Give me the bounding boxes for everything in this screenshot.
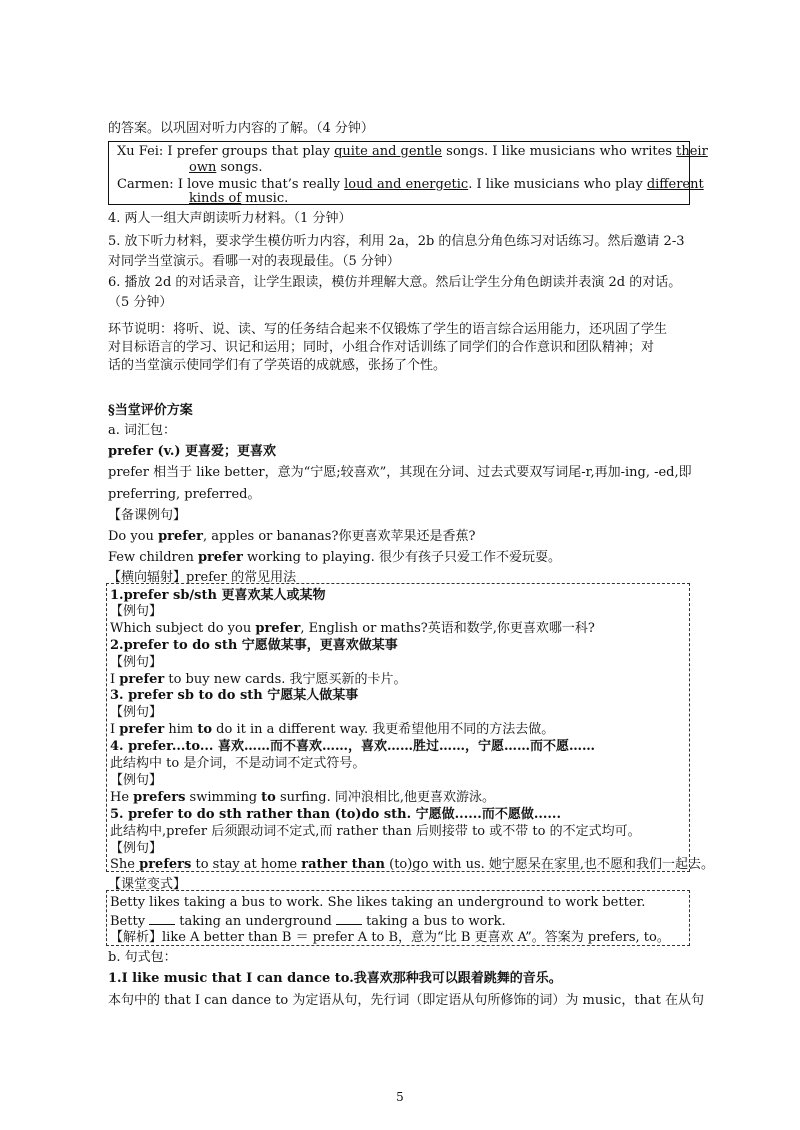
usage-2-label: 【例句】: [110, 655, 163, 670]
example-1: Do you prefer, apples or bananas?你更喜欢苹果还是香蕉?: [108, 529, 476, 544]
usage-2-title: 2.prefer to do sth 宁愿做某事，更喜欢做某事: [110, 638, 398, 653]
usage-4-example: He prefers swimming to surfing. 同冲浪相比,他更喜欢游泳。: [110, 790, 495, 805]
exercise-sentence: Betty likes taking a bus to work. She likes taking an underground to work better.: [110, 895, 646, 910]
example-label: 【备课例句】: [108, 508, 187, 523]
usage-4-title: 4. prefer...to... 喜欢……而不喜欢……，喜欢……胜过……，宁愿……而不愿……: [110, 739, 595, 754]
note-line3: 话的当堂演示使同学们有了学英语的成就感，张扬了个性。: [108, 358, 447, 373]
sentence-1-title: 1.I like music that I can dance to.我喜欢那种我可以跟着跳舞的音乐。: [108, 971, 562, 986]
step-5-line1: 5. 放下听力材料，要求学生模仿听力内容，利用 2a，2b 的信息分角色练习对话练习。然后邀请 2-3: [108, 234, 685, 249]
prefer-headword: prefer (v.) 更喜爱；更喜欢: [108, 444, 277, 459]
usage-3-title: 3. prefer sb to do sth 宁愿某人做某事: [110, 688, 359, 703]
page-number: 5: [396, 1090, 404, 1104]
usage-5-title: 5. prefer to do sth rather than (to)do sth. 宁愿做......而不愿做......: [110, 807, 561, 822]
usage-1-example: Which subject do you prefer, English or maths?英语和数学,你更喜欢哪一科?: [110, 621, 595, 636]
usage-4-label: 【例句】: [110, 773, 163, 788]
dialogue-box: [108, 141, 708, 206]
note-line1: 环节说明：将听、说、读、写的任务结合起来不仅锻炼了学生的语言综合运用能力，还巩固了学生: [108, 322, 668, 337]
section-heading: §当堂评价方案: [108, 403, 193, 418]
dialogue-xufei: Xu Fei: I prefer groups that play quite and gentle songs. I like musicians who writes their: [117, 144, 708, 159]
usage-5-label: 【例句】: [110, 841, 163, 856]
usage-5-example: She prefers to stay at home rather than (to)go with us. 她宁愿呆在家里,也不愿和我们一起去。: [110, 857, 715, 872]
exercise-blank-line: Betty taking an underground taking a bus to work.: [110, 914, 506, 929]
step-4: 4. 两人一组大声朗读听力材料。（1 分钟）: [108, 211, 352, 226]
vocab-label: a. 词汇包：: [108, 423, 177, 438]
blank-1[interactable]: [149, 912, 175, 925]
intro-line: 的答案。以巩固对听力内容的了解。（4 分钟）: [108, 121, 374, 136]
exercise-label: 【课堂变式】: [108, 877, 187, 892]
sentence-1-expl: 本句中的 that I can dance to 为定语从句，先行词（即定语从句所修饰的词）为 music，that 在从句: [108, 993, 705, 1008]
dialogue-carmen-cont: kinds of music.: [189, 191, 289, 206]
usage-1-label: 【例句】: [110, 604, 163, 619]
sentence-pack-label: b. 句式包：: [108, 950, 177, 965]
note-line2: 对目标语言的学习、识记和运用；同时，小组合作对话训练了同学们的合作意识和团队精神；对: [108, 340, 655, 355]
usage-5-note: 此结构中,prefer 后须跟动词不定式,而 rather than 后则接带 to 或不带 to 的不定式均可。: [110, 824, 641, 839]
usage-3-label: 【例句】: [110, 705, 163, 720]
exercise-analysis: 【解析】like A better than B ＝ prefer A to B，意为“比 B 更喜欢 A”。答案为 prefers, to。: [110, 930, 670, 945]
usage-3-example: I prefer him to do it in a different way. 我更希望他用不同的方法去做。: [110, 722, 555, 737]
blank-2[interactable]: [336, 912, 362, 925]
step-6-line1: 6. 播放 2d 的对话录音，让学生跟读，模仿并理解大意。然后让学生分角色朗读并表演 2d 的对话。: [108, 275, 682, 290]
prefer-expl-1: prefer 相当于 like better，意为“宁愿;较喜欢”，其现在分词、过去式要双写词尾-r,再加-ing, -ed,即: [108, 465, 692, 480]
step-6-line2: （5 分钟）: [108, 295, 173, 310]
dialogue-carmen: Carmen: I love music that’s really loud and energetic. I like musicians who play different: [117, 177, 704, 192]
dialogue-xufei-cont: own songs.: [189, 160, 263, 175]
prefer-expl-2: preferring, preferred。: [108, 487, 261, 502]
example-2: Few children prefer working to playing. 很少有孩子只爱工作不爱玩耍。: [108, 550, 561, 565]
step-5-line2: 对同学当堂演示。看哪一对的表现最佳。（5 分钟）: [108, 254, 400, 269]
usage-2-example: I prefer to buy new cards. 我宁愿买新的卡片。: [110, 672, 407, 687]
usage-4-note: 此结构中 to 是介词，不是动词不定式符号。: [110, 756, 366, 771]
usage-label: 【横向辐射】prefer 的常见用法: [108, 570, 297, 585]
usage-1-title: 1.prefer sb/sth 更喜欢某人或某物: [110, 588, 326, 603]
